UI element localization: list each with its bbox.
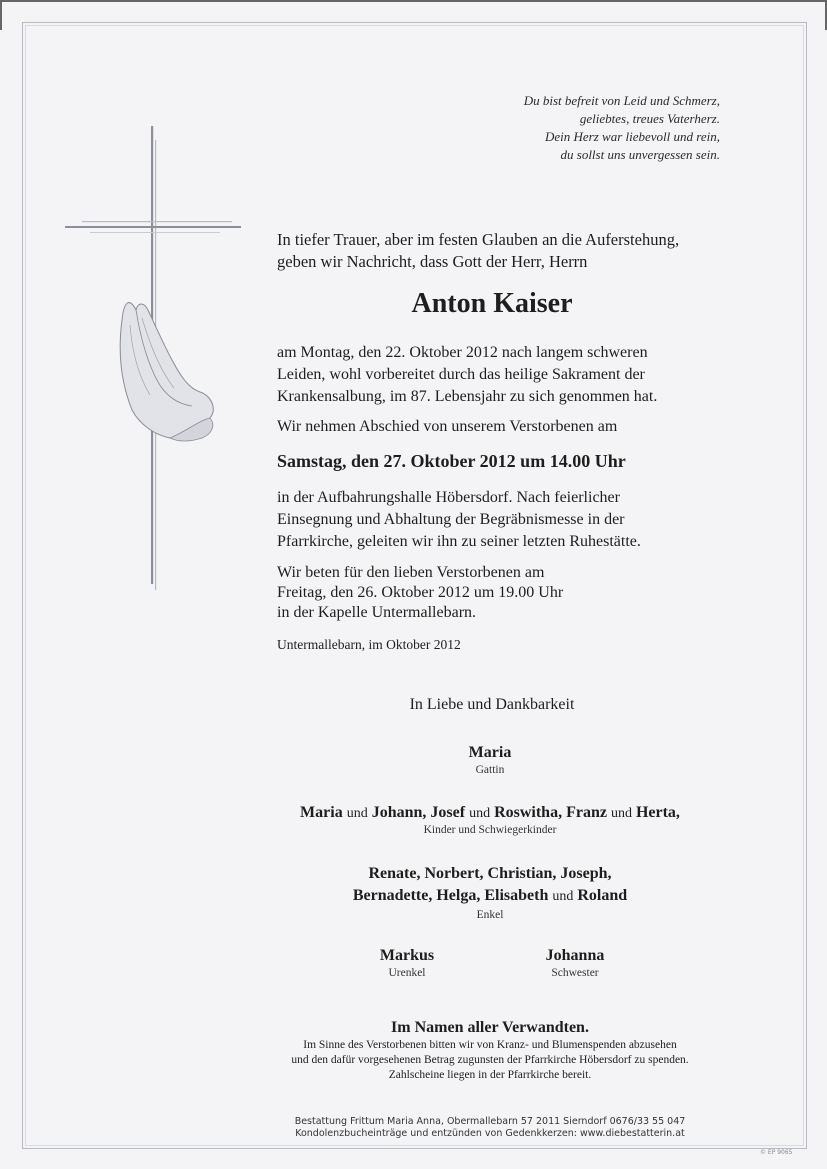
grandchild-names: Bernadette, Helga, Elisabeth [352, 887, 549, 904]
child-name: Johann, [371, 804, 427, 821]
child-name: Franz [566, 804, 607, 821]
print-code: © EP 9065 [760, 1149, 793, 1156]
funeral-date: Samstag, den 27. Oktober 2012 um 14.00 Uhr [277, 451, 626, 471]
mourner-name: Markus [379, 947, 435, 964]
farewell-intro: Wir nehmen Abschied von unserem Verstorbenen am [277, 418, 618, 435]
poem-line: Du bist befreit von Leid und Schmerz, [523, 93, 720, 108]
undertaker-line: Bestattung Frittum Maria Anna, Obermallebarn 57 2011 Sierndorf 0676/33 55 047 [294, 1116, 686, 1127]
deceased-name: Anton Kaiser [411, 288, 573, 319]
poem [460, 92, 720, 164]
prayer-notice [277, 563, 747, 623]
children-names [180, 804, 800, 822]
conjunction: und [552, 889, 574, 904]
poem-line: Dein Herz war liebevoll und rein, [545, 129, 720, 144]
place-date: Untermallebarn, im Oktober 2012 [277, 637, 461, 652]
funeral-details [277, 487, 747, 553]
death-notice-line: Leiden, wohl vorbereitet durch das heilige Sakrament der [277, 366, 645, 383]
donation-line: Zahlscheine liegen in der Pfarrkirche bereit. [388, 1069, 592, 1081]
mourner-role: Kinder und Schwiegerkinder [423, 824, 557, 836]
conjunction: und [469, 806, 491, 821]
mourner-great-grandchild [357, 947, 457, 979]
poem-line: du sollst uns unvergessen sein. [560, 147, 720, 162]
condolence-line: Kondolenzbucheinträge und entzünden von Gedenkkerzen: www.diebestatterin.at [295, 1128, 685, 1139]
funeral-details-line: in der Aufbahrungshalle Höbersdorf. Nach feierlicher [277, 489, 620, 506]
mourner-role: Gattin [475, 764, 505, 776]
death-notice-line: am Montag, den 22. Oktober 2012 nach langem schweren [277, 344, 648, 361]
donation-line: Im Sinne des Verstorbenen bitten wir von Kranz- und Blumenspenden abzusehen [303, 1039, 677, 1051]
intro-text [277, 229, 747, 273]
mourner-grandchildren [180, 863, 800, 921]
funeral-details-line: Pfarrkirche, geleiten wir ihn zu seiner letzten Ruhestätte. [277, 533, 641, 550]
undertaker-info [180, 1116, 800, 1140]
death-notice-line: Krankensalbung, im 87. Lebensjahr zu sich genommen hat. [277, 388, 658, 405]
mourner-name: Johanna [545, 947, 605, 964]
scan-edge-top [0, 0, 827, 2]
poem-line: geliebtes, treues Vaterherz. [579, 111, 720, 126]
mourner-children [180, 804, 800, 836]
prayer-line: Wir beten für den lieben Verstorbenen am [277, 564, 545, 581]
prayer-line: Freitag, den 26. Oktober 2012 um 19.00 Uhr [277, 584, 564, 601]
grandchildren-line [180, 885, 800, 908]
relatives-line: Im Namen aller Verwandten. [391, 1019, 589, 1036]
cross-icon [60, 120, 250, 590]
mourner-name: Maria [468, 744, 512, 761]
donation-note [180, 1038, 800, 1083]
conjunction: und [346, 806, 368, 821]
conjunction: und [610, 806, 632, 821]
intro-line: In tiefer Trauer, aber im festen Glauben an die Auferstehung, [277, 230, 680, 249]
praying-hands-icon [120, 303, 213, 441]
intro-line: geben wir Nachricht, dass Gott der Herr, Herrn [277, 252, 588, 271]
death-notice [277, 342, 747, 408]
donation-line: und den dafür vorgesehenen Betrag zugunsten der Pfarrkirche Höbersdorf zu spenden. [291, 1054, 689, 1066]
scan-edge-left [0, 0, 2, 30]
child-name: Maria [300, 804, 343, 821]
mourner-wife [180, 744, 800, 776]
mourner-role: Enkel [476, 909, 504, 921]
mourner-role: Urenkel [388, 967, 426, 979]
mourner-role: Schwester [551, 967, 599, 979]
child-name: Roswitha, [494, 804, 563, 821]
child-name: Josef [430, 804, 466, 821]
grandchild-name: Roland [577, 887, 628, 904]
prayer-line: in der Kapelle Untermallebarn. [277, 604, 477, 621]
grandchildren-line: Renate, Norbert, Christian, Joseph, [368, 865, 612, 882]
mourner-sister [525, 947, 625, 979]
child-name: Herta, [635, 804, 680, 821]
closing-line: In Liebe und Dankbarkeit [409, 696, 575, 713]
funeral-details-line: Einsegnung und Abhaltung der Begräbnismesse in der [277, 511, 625, 528]
